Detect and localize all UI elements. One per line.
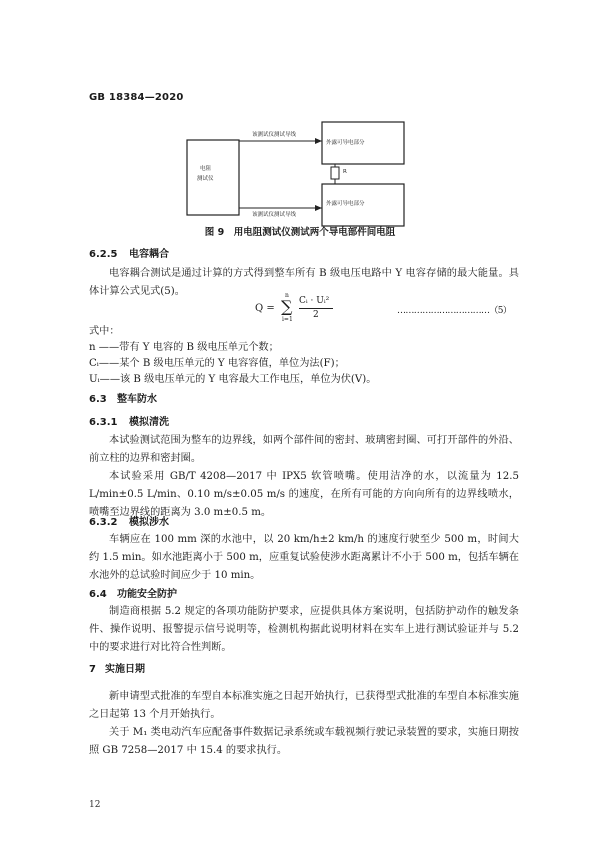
page-number: 12 (89, 800, 101, 810)
section-title: 电容耦合 (129, 249, 169, 260)
heading-7 (89, 660, 145, 675)
section-number: 6.2.5 (89, 249, 118, 260)
bottom-arrow (315, 205, 322, 211)
standard-id: GB 18384—2020 (89, 92, 184, 103)
figure-9-diagram (180, 120, 420, 230)
cleaning-test-method: 本试验采用 GB/T 4208—2017 中 IPX5 软管喷嘴。使用洁净的水，以流量为 12.5 L/min±0.5 L/min、0.10 m/s±0.05 m/s 的速度，在所有可能的方向向所有的边界线喷水，喷嘴至边界线的距离为 3.0 m±0.5 m。 (89, 471, 519, 518)
fraction-denominator: 2 (313, 310, 319, 320)
section-title: 功能安全防护 (117, 589, 177, 600)
tester-label-line2: 测试仪 (197, 176, 214, 182)
section-title: 模拟清洗 (129, 417, 169, 428)
equation-number: ……………………………（5） (397, 306, 512, 316)
where-label: 式中： (89, 326, 120, 337)
heading-6-3-2 (89, 513, 169, 528)
section-number: 7 (89, 664, 96, 675)
section-title: 整车防水 (117, 394, 157, 405)
top-lead-label: 该测试仪测试导线 (252, 132, 297, 138)
resistor (331, 167, 339, 179)
implementation-paragraph-1: 新申请型式批准的车型自本标准实施之日起开始执行，已获得型式批准的车型自本标准实施之日起第 13 个月开始执行。 (89, 691, 519, 720)
figure-9-caption: 图 9 用电阻测试仪测试两个导电部件间电阻 (204, 227, 396, 238)
sum-lower-limit: i=1 (282, 316, 293, 323)
wading-test-method: 车辆应在 100 mm 深的水池中，以 20 km/h±2 km/h 的速度行驶至少 500 m，时间大约 1.5 min。如水池距离小于 500 m，应重复试验使涉水距离累计不小于 500 m，包括车辆在水池外的总试验时间应少于 10 min。 (89, 534, 519, 581)
sum-symbol: ∑ (281, 297, 293, 316)
heading-6-2-5 (89, 245, 169, 260)
formula-lhs: Q = (255, 303, 275, 314)
section-number: 6.3 (89, 394, 107, 405)
resistor-label: R (343, 169, 347, 175)
fraction-bar (299, 308, 333, 309)
top-box-label: 外露可导电部分 (326, 140, 365, 146)
fraction-numerator: Cᵢ · Uᵢ² (299, 296, 330, 306)
definition-u: Uᵢ——该 B 级电压单元的 Y 电容最大工作电压，单位为伏(V)。 (89, 374, 377, 385)
definition-n: n ——带有 Y 电容的 B 级电压单元个数； (89, 342, 279, 353)
top-arrow (315, 138, 322, 144)
definition-c: Cᵢ——某个 B 级电压单元的 Y 电容容值，单位为法(F)； (89, 358, 345, 369)
heading-6-3 (89, 390, 157, 405)
section-number: 6.3.1 (89, 417, 118, 428)
section-title: 模拟涉水 (129, 517, 169, 528)
section-title: 实施日期 (105, 664, 145, 675)
cleaning-test-scope: 本试验测试范围为整车的边界线，如两个部件间的密封、玻璃密封圈、可打开部件的外沿、前立柱的边界和密封圈。 (89, 435, 519, 464)
section-number: 6.3.2 (89, 517, 118, 528)
circuit-diagram (180, 120, 420, 230)
implementation-paragraph-2: 关于 M₁ 类电动汽车应配备事件数据记录系统或车载视频行驶记录装置的要求，实施日期按照 GB 7258—2017 中 15.4 的要求执行。 (89, 727, 519, 756)
functional-safety-paragraph: 制造商根据 5.2 规定的各项功能防护要求，应提供具体方案说明，包括防护动作的触发条件、操作说明、报警提示信号说明等，检测机构据此说明材料在实车上进行测试验证并与 5.2 中的要求进行对比符合性判断。 (89, 606, 519, 653)
sum-upper-limit: n (285, 292, 289, 299)
bottom-box-label: 外露可导电部分 (326, 201, 365, 207)
bottom-lead-label: 该测试仪测试导线 (252, 212, 297, 218)
section-number: 6.4 (89, 589, 107, 600)
heading-6-4 (89, 585, 177, 600)
heading-6-3-1 (89, 413, 169, 428)
tester-label-line1: 电阻 (200, 166, 212, 172)
formula-5 (255, 292, 525, 324)
capacitive-coupling-paragraph: 电容耦合测试是通过计算的方式得到整车所有 B 级电压电路中 Y 电容存储的最大能量。具体计算公式见式(5)。 (89, 268, 519, 297)
